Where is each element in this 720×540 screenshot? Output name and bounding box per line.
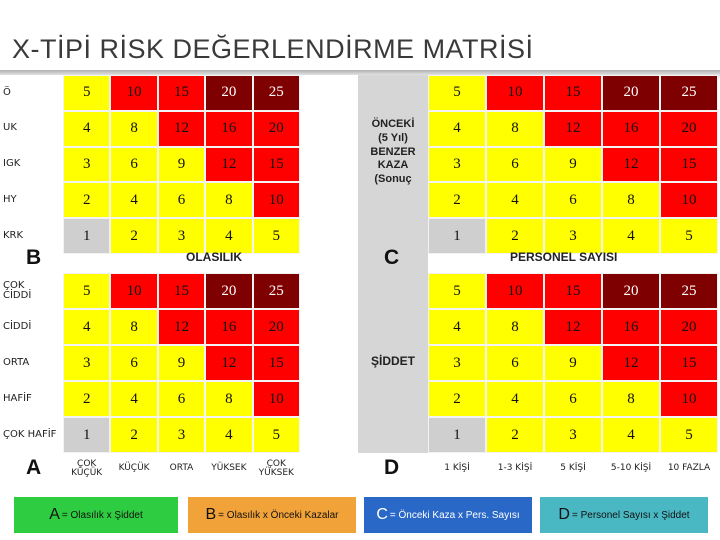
bottom-right-cell: 8	[486, 309, 544, 345]
legend-d	[540, 497, 708, 533]
top-right-cell: 20	[660, 111, 718, 147]
legend-a	[14, 497, 178, 533]
top-left-cell: 3	[158, 218, 205, 254]
top-right-cell: 9	[544, 147, 602, 183]
bottom-left-cell: 5	[253, 417, 300, 453]
top-left-cell: 4	[205, 218, 252, 254]
top-left-cell: 20	[253, 111, 300, 147]
bottom-right-cell: 20	[660, 309, 718, 345]
bottom-right-cell: 10	[660, 381, 718, 417]
legend-c	[364, 497, 532, 533]
bottom-left-cell: 25	[253, 273, 300, 309]
bottom-left-cell: 12	[205, 345, 252, 381]
bottom-left-cell: 6	[110, 345, 157, 381]
top-right-cell: 20	[602, 75, 660, 111]
top-left-cell: 20	[205, 75, 252, 111]
top-left-cell: 4	[63, 111, 110, 147]
top-left-cell: 5	[63, 75, 110, 111]
top-right-cell: 15	[660, 147, 718, 183]
bottom-right-cell: 12	[602, 345, 660, 381]
cols-bl-label: ORTA	[169, 463, 194, 474]
legend-a-text: = Olasılık x Şiddet	[61, 509, 143, 521]
top-right-cell: 1	[428, 218, 486, 254]
legend-b	[188, 497, 356, 533]
top-right-cell: 6	[486, 147, 544, 183]
legend-b-letter: B	[205, 506, 217, 523]
bottom-left-cell: 10	[253, 381, 300, 417]
top-left-cell: 2	[110, 218, 157, 254]
top-left-cell: 2	[63, 182, 110, 218]
top-right-cell: 4	[428, 111, 486, 147]
cols-br-label: 5 KİŞİ	[560, 463, 586, 474]
bottom-right-cell: 4	[428, 309, 486, 345]
section-letter-a: A	[26, 456, 42, 479]
top-left-cell: 3	[63, 147, 110, 183]
bottom-right-cell: 25	[660, 273, 718, 309]
bottom-left-cell: 3	[158, 417, 205, 453]
bottom-right-cell: 2	[486, 417, 544, 453]
top-right-cell: 3	[544, 218, 602, 254]
legend-d-text: = Personel Sayısı x Şiddet	[571, 509, 690, 521]
top-left-cell: 4	[110, 182, 157, 218]
top-right-cell: 15	[544, 75, 602, 111]
top-left-cell: 6	[158, 182, 205, 218]
top-right-cell: 5	[660, 218, 718, 254]
top-left-cell: 25	[253, 75, 300, 111]
bottom-left-cell: 4	[205, 417, 252, 453]
legend-a-letter: A	[49, 506, 60, 523]
top-right-cell: 3	[428, 147, 486, 183]
staff-count-axis-title: PERSONEL SAYISI	[510, 250, 618, 264]
bottom-left-row-label: ÇOK HAFİF	[0, 417, 63, 453]
bottom-right-cell: 8	[602, 381, 660, 417]
bottom-left-cell: 5	[63, 273, 110, 309]
legend-c-text: = Önceki Kaza x Pers. Sayısı	[389, 509, 520, 521]
bottom-right-cell: 15	[660, 345, 718, 381]
bottom-right-cell: 5	[428, 273, 486, 309]
top-right-cell: 2	[428, 182, 486, 218]
cols-br-label: 1 KİŞİ	[444, 463, 470, 474]
bottom-left-cell: 20	[205, 273, 252, 309]
page-title: X-TİPİ RİSK DEĞERLENDİRME MATRİSİ	[12, 34, 534, 64]
bottom-left-row-label: ÇOK CİDDİ	[0, 273, 63, 309]
top-right-cell: 6	[544, 182, 602, 218]
top-left-row-label: HY	[0, 182, 63, 218]
top-right-cell: 10	[660, 182, 718, 218]
top-left-row-label: UK	[0, 111, 63, 147]
section-letter-b: B	[26, 246, 42, 269]
top-right-cell: 8	[602, 182, 660, 218]
bottom-left-row-label: ORTA	[0, 345, 63, 381]
top-left-cell: 15	[158, 75, 205, 111]
top-left-cell: 5	[253, 218, 300, 254]
top-left-cell: 15	[253, 147, 300, 183]
matrix-bottom-left	[0, 273, 300, 453]
top-left-cell: 8	[205, 182, 252, 218]
top-left-cell: 8	[110, 111, 157, 147]
top-right-cell: 2	[486, 218, 544, 254]
top-right-cell: 5	[428, 75, 486, 111]
matrix-top-right	[428, 75, 718, 254]
bottom-right-cell: 20	[602, 273, 660, 309]
bottom-right-cell: 9	[544, 345, 602, 381]
bottom-left-row-label: HAFİF	[0, 381, 63, 417]
bottom-left-cell: 1	[63, 417, 110, 453]
bottom-left-cell: 2	[110, 417, 157, 453]
top-left-cell: 10	[253, 182, 300, 218]
top-right-cell: 12	[602, 147, 660, 183]
top-right-cell: 16	[602, 111, 660, 147]
bottom-right-cell: 2	[428, 381, 486, 417]
bottom-left-cell: 6	[158, 381, 205, 417]
legend-d-letter: D	[558, 506, 570, 523]
bottom-right-cell: 4	[602, 417, 660, 453]
cols-br-label: 5-10 KİŞİ	[610, 463, 652, 474]
bottom-right-cell: 1	[428, 417, 486, 453]
top-right-cell: 8	[486, 111, 544, 147]
bottom-left-cell: 12	[158, 309, 205, 345]
bottom-left-row-label: CİDDİ	[0, 309, 63, 345]
bottom-right-cell: 3	[544, 417, 602, 453]
top-right-cell: 4	[602, 218, 660, 254]
top-left-cell: 10	[110, 75, 157, 111]
top-left-cell: 1	[63, 218, 110, 254]
top-left-cell: 12	[205, 147, 252, 183]
cols-br-label: 1-3 KİŞİ	[497, 463, 533, 474]
top-right-cell: 25	[660, 75, 718, 111]
cols-br-label: 10 FAZLA	[667, 463, 711, 474]
top-left-cell: 6	[110, 147, 157, 183]
legend-b-text: = Olasılık x Önceki Kazalar	[218, 509, 339, 521]
top-right-cell: 10	[486, 75, 544, 111]
top-left-row-label: IGK	[0, 147, 63, 183]
bottom-right-cell: 15	[544, 273, 602, 309]
bottom-left-cell: 20	[253, 309, 300, 345]
bottom-right-cell: 12	[544, 309, 602, 345]
previous-accidents-label: ÖNCEKİ (5 Yıl) BENZER KAZA (Sonuç	[370, 118, 416, 185]
bottom-left-cell: 4	[63, 309, 110, 345]
bottom-right-cell: 10	[486, 273, 544, 309]
top-left-row-label: Ö	[0, 75, 63, 111]
cols-bl-label: ÇOK YÜKSEK	[258, 458, 294, 478]
bottom-left-cell: 3	[63, 345, 110, 381]
legend-c-letter: C	[376, 506, 388, 523]
bottom-right-cell: 6	[486, 345, 544, 381]
bottom-left-cell: 15	[253, 345, 300, 381]
matrix-top-left	[0, 75, 300, 254]
section-letter-d: D	[384, 456, 400, 479]
bottom-left-cell: 9	[158, 345, 205, 381]
top-left-cell: 9	[158, 147, 205, 183]
top-right-cell: 12	[544, 111, 602, 147]
bottom-right-cell: 5	[660, 417, 718, 453]
probability-axis-title: OLASILIK	[186, 250, 242, 264]
bottom-right-cell: 16	[602, 309, 660, 345]
bottom-left-cell: 10	[110, 273, 157, 309]
bottom-left-cell: 15	[158, 273, 205, 309]
top-left-row-label: KRK	[0, 218, 63, 254]
middle-column-gap	[300, 75, 358, 453]
matrix-bottom-right	[428, 273, 718, 453]
bottom-right-cell: 3	[428, 345, 486, 381]
section-letter-c: C	[384, 246, 400, 269]
cols-bl-label: YÜKSEK	[211, 463, 247, 474]
bottom-right-cell: 6	[544, 381, 602, 417]
top-left-cell: 16	[205, 111, 252, 147]
top-right-cell: 4	[486, 182, 544, 218]
bottom-left-cell: 16	[205, 309, 252, 345]
cols-bl-label: ÇOK KÜÇÜK	[71, 458, 103, 478]
severity-label: ŞİDDET	[370, 354, 415, 368]
cols-bl-label: KÜÇÜK	[118, 463, 150, 474]
bottom-left-cell: 2	[63, 381, 110, 417]
bottom-left-cell: 8	[205, 381, 252, 417]
bottom-left-cell: 4	[110, 381, 157, 417]
top-left-cell: 12	[158, 111, 205, 147]
bottom-right-cell: 4	[486, 381, 544, 417]
bottom-left-cell: 8	[110, 309, 157, 345]
